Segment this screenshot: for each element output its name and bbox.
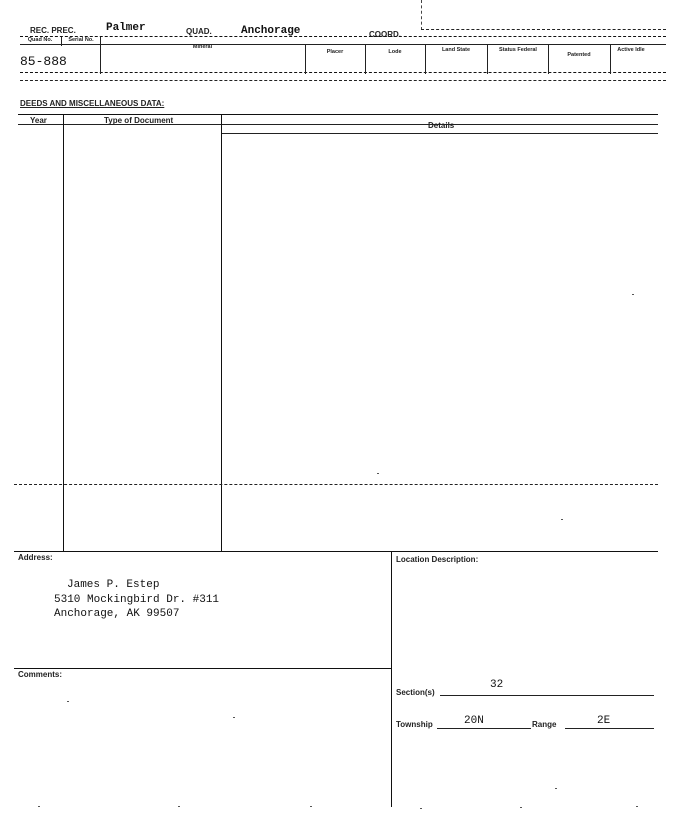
col-sep-status — [548, 44, 549, 74]
col-serial-no: Serial No. — [68, 37, 94, 43]
range-label: Range — [532, 720, 557, 729]
scan-speck — [178, 806, 180, 807]
col-type-of-document: Type of Document — [104, 116, 174, 125]
col-sep-quad — [61, 37, 62, 46]
coord-label: COORD. — [369, 30, 401, 39]
deeds-col-sep-type — [221, 114, 222, 551]
section-field-line — [440, 695, 654, 696]
quad-label: QUAD. — [186, 27, 212, 36]
township-field-line — [437, 728, 531, 729]
township-label: Township — [396, 720, 433, 729]
col-sep-land — [487, 44, 488, 74]
col-sep-mineral — [305, 44, 306, 74]
lower-top-rule — [14, 551, 658, 552]
details-header-rule — [222, 133, 658, 134]
col-status-federal: Status Federal — [499, 47, 537, 53]
scan-speck — [233, 717, 235, 718]
col-sep-patented — [610, 44, 611, 74]
quad-value: Anchorage — [241, 25, 301, 37]
range-field-line — [565, 728, 654, 729]
col-mineral: Mineral — [192, 44, 213, 50]
col-details: Details — [428, 121, 455, 130]
deeds-col-sep-year — [63, 114, 64, 551]
address-line-3: Anchorage, AK 99507 — [54, 608, 180, 620]
scan-speck — [636, 806, 638, 807]
address-line-2: 5310 Mockingbird Dr. #311 — [54, 594, 220, 606]
col-quad-no: Quad No. — [27, 37, 53, 43]
comments-label: Comments: — [18, 670, 63, 679]
section-value: 32 — [490, 679, 504, 691]
scan-speck — [420, 808, 422, 809]
township-value: 20N — [464, 715, 484, 727]
address-bottom-rule — [14, 668, 392, 669]
header-bottom-rule — [20, 72, 666, 73]
deeds-top-rule — [18, 114, 658, 115]
coord-rule — [421, 29, 666, 30]
col-patented: Patented — [567, 52, 591, 58]
scan-speck — [67, 701, 69, 702]
col-sep-lode — [425, 44, 426, 74]
scan-speck — [520, 807, 522, 808]
quad-serial-value: 85-888 — [20, 54, 67, 69]
scan-speck — [310, 806, 312, 807]
location-description-label: Location Description: — [396, 555, 479, 564]
col-lode: Lode — [388, 49, 402, 55]
rec-prec-label: REC. PREC. — [30, 26, 76, 35]
section-label: Section(s) — [396, 688, 435, 697]
lower-col-sep — [391, 551, 392, 807]
top-fold-mark — [421, 0, 422, 30]
address-label: Address: — [18, 553, 53, 562]
header-bottom-rule-2 — [20, 80, 666, 81]
scan-speck — [561, 519, 563, 520]
scan-speck — [555, 788, 557, 789]
scan-speck — [377, 473, 379, 474]
scan-speck — [632, 294, 634, 295]
col-placer: Placer — [326, 49, 344, 55]
scan-speck — [38, 806, 40, 807]
col-sep-placer — [365, 44, 366, 74]
col-sep-serial — [100, 37, 101, 74]
col-active-idle: Active Idle — [617, 47, 645, 53]
deeds-section-title: DEEDS AND MISCELLANEOUS DATA: — [20, 99, 165, 108]
rec-prec-value: Palmer — [106, 22, 146, 34]
header-top-rule — [20, 36, 666, 37]
address-line-1: James P. Estep — [67, 579, 160, 591]
col-year: Year — [30, 116, 47, 125]
fold-line — [14, 484, 658, 485]
col-land-state: Land State — [441, 47, 471, 53]
range-value: 2E — [597, 715, 611, 727]
